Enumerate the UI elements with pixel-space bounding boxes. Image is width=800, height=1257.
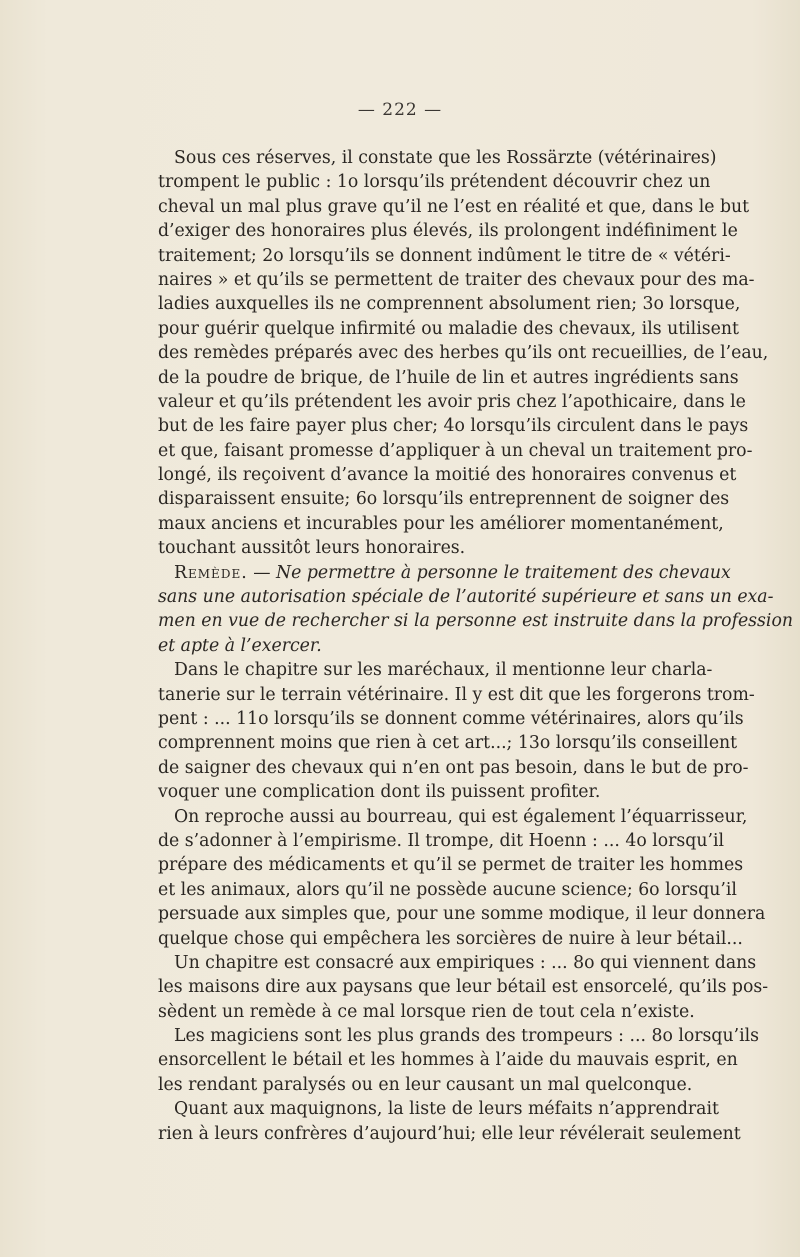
line-text: les maisons dire aux paysans que leur bétail est ensorcelé, qu’ils pos- [158, 977, 769, 998]
line-text: les rendant paralysés ou en leur causant un mal quelconque. [158, 1074, 693, 1095]
text-line [158, 341, 769, 365]
line-text: cheval un mal plus grave qu’il ne l’est en réalité et que, dans le but [158, 196, 750, 217]
text-line [158, 1097, 719, 1121]
line-text: pour guérir quelque infirmité ou maladie des chevaux, ils utilisent [158, 318, 739, 339]
line-text: prépare des médicaments et qu’il se permet de traiter les hommes [158, 855, 744, 876]
line-text: d’exiger des honoraires plus élevés, ils prolongent indéfiniment le [158, 221, 738, 242]
line-text: valeur et qu’ils prétendent les avoir pris chez l’apothicaire, dans le [158, 391, 746, 412]
line-text: trompent le public : 1o lorsqu’ils prétendent découvrir chez un [158, 172, 711, 193]
line-text: On reproche aussi au bourreau, qui est également l’équarrisseur, [174, 806, 748, 827]
text-line [158, 512, 724, 536]
line-text: Un chapitre est consacré aux empiriques : ... 8o qui viennent dans [174, 952, 757, 973]
text-line [158, 609, 793, 633]
remede-dash: — [247, 562, 276, 583]
text-line [158, 1122, 741, 1146]
body-text [158, 146, 793, 1146]
line-text: de la poudre de brique, de l’huile de lin et autres ingrédients sans [158, 367, 739, 388]
text-line [158, 317, 739, 341]
line-text: maux anciens et incurables pour les améliorer momentanément, [158, 513, 724, 534]
text-line [158, 927, 743, 951]
text-line [158, 780, 698, 804]
text-line [158, 536, 698, 560]
line-text: voquer une complication dont ils puissent profiter. [158, 782, 601, 803]
line-text: Dans le chapitre sur les maréchaux, il mentionne leur charla- [174, 660, 713, 681]
text-line [158, 634, 698, 658]
text-line [158, 439, 753, 463]
text-line [158, 853, 744, 877]
text-line [158, 487, 730, 511]
text-line [158, 585, 774, 609]
line-text: quelque chose qui empêchera les sorcières de nuire à leur bétail... [158, 928, 743, 949]
line-text: ensorcellent le bétail et les hommes à l’aide du mauvais esprit, en [158, 1050, 738, 1071]
text-line [158, 1000, 698, 1024]
line-text: pent : ... 11o lorsqu’ils se donnent comme vétérinaires, alors qu’ils [158, 708, 744, 729]
page-number: — 222 — [357, 100, 443, 120]
line-text: Ne permettre à personne le traitement des chevaux [275, 562, 731, 583]
text-line [158, 975, 769, 999]
line-text: sèdent un remède à ce mal lorsque rien de tout cela n’existe. [158, 1001, 695, 1022]
text-line [158, 805, 748, 829]
text-line [158, 390, 746, 414]
text-line [158, 292, 741, 316]
line-text: des remèdes préparés avec des herbes qu’ils ont recueillies, de l’eau, [158, 343, 769, 364]
line-text: men en vue de rechercher si la personne est instruite dans la profession [158, 611, 793, 632]
line-text: comprennent moins que rien à cet art...; 13o lorsqu’ils conseillent [158, 733, 738, 754]
text-line [158, 366, 739, 390]
text-line [158, 195, 750, 219]
line-text: naires » et qu’ils se permettent de traiter des chevaux pour des ma- [158, 269, 755, 290]
text-line [158, 683, 755, 707]
line-text: et apte à l’exercer. [158, 635, 322, 656]
text-line [158, 268, 755, 292]
line-text: Sous ces réserves, il constate que les Rossärzte (vétérinaires) [174, 148, 717, 168]
text-line [158, 829, 725, 853]
text-line [158, 561, 731, 585]
text-line [158, 902, 766, 926]
text-line [158, 756, 749, 780]
line-text: disparaissent ensuite; 6o lorsqu’ils entreprennent de soigner des [158, 489, 730, 510]
line-text: traitement; 2o lorsqu’ils se donnent indûment le titre de « vétéri- [158, 245, 731, 266]
text-line [158, 219, 738, 243]
line-text: rien à leurs confrères d’aujourd’hui; elle leur révélerait seulement [158, 1123, 741, 1144]
text-line [158, 1073, 698, 1097]
text-line [158, 658, 713, 682]
line-text: persuade aux simples que, pour une somme modique, il leur donnera [158, 904, 766, 925]
line-text: et que, faisant promesse d’appliquer à un cheval un traitement pro- [158, 440, 753, 461]
line-text: et les animaux, alors qu’il ne possède aucune science; 6o lorsqu’il [158, 879, 737, 900]
text-line [158, 1048, 738, 1072]
text-line [158, 244, 731, 268]
line-text: but de les faire payer plus cher; 4o lorsqu’ils circulent dans le pays [158, 416, 749, 437]
text-line [158, 731, 738, 755]
line-text: de saigner des chevaux qui n’en ont pas besoin, dans le but de pro- [158, 757, 749, 778]
line-text: tanerie sur le terrain vétérinaire. Il y est dit que les forgerons trom- [158, 684, 755, 705]
line-text: de s’adonner à l’empirisme. Il trompe, dit Hoenn : ... 4o lorsqu’il [158, 830, 725, 851]
text-line [158, 878, 737, 902]
line-text: ladies auxquelles ils ne comprennent absolument rien; 3o lorsque, [158, 294, 741, 315]
text-line [158, 463, 737, 487]
remede-label: Remède. [174, 562, 248, 583]
line-text: sans une autorisation spéciale de l’autorité supérieure et sans un exa- [158, 587, 774, 608]
line-text: Quant aux maquignons, la liste de leurs méfaits n’apprendrait [174, 1099, 719, 1120]
line-text: touchant aussitôt leurs honoraires. [158, 538, 466, 559]
text-line [158, 951, 757, 975]
line-text: Les magiciens sont les plus grands des trompeurs : ... 8o lorsqu’ils [174, 1026, 760, 1047]
text-line [158, 414, 749, 438]
line-text: longé, ils reçoivent d’avance la moitié des honoraires convenus et [158, 465, 737, 486]
text-line [158, 1024, 760, 1048]
text-line [158, 170, 711, 194]
text-line [158, 146, 717, 170]
text-line [158, 707, 744, 731]
